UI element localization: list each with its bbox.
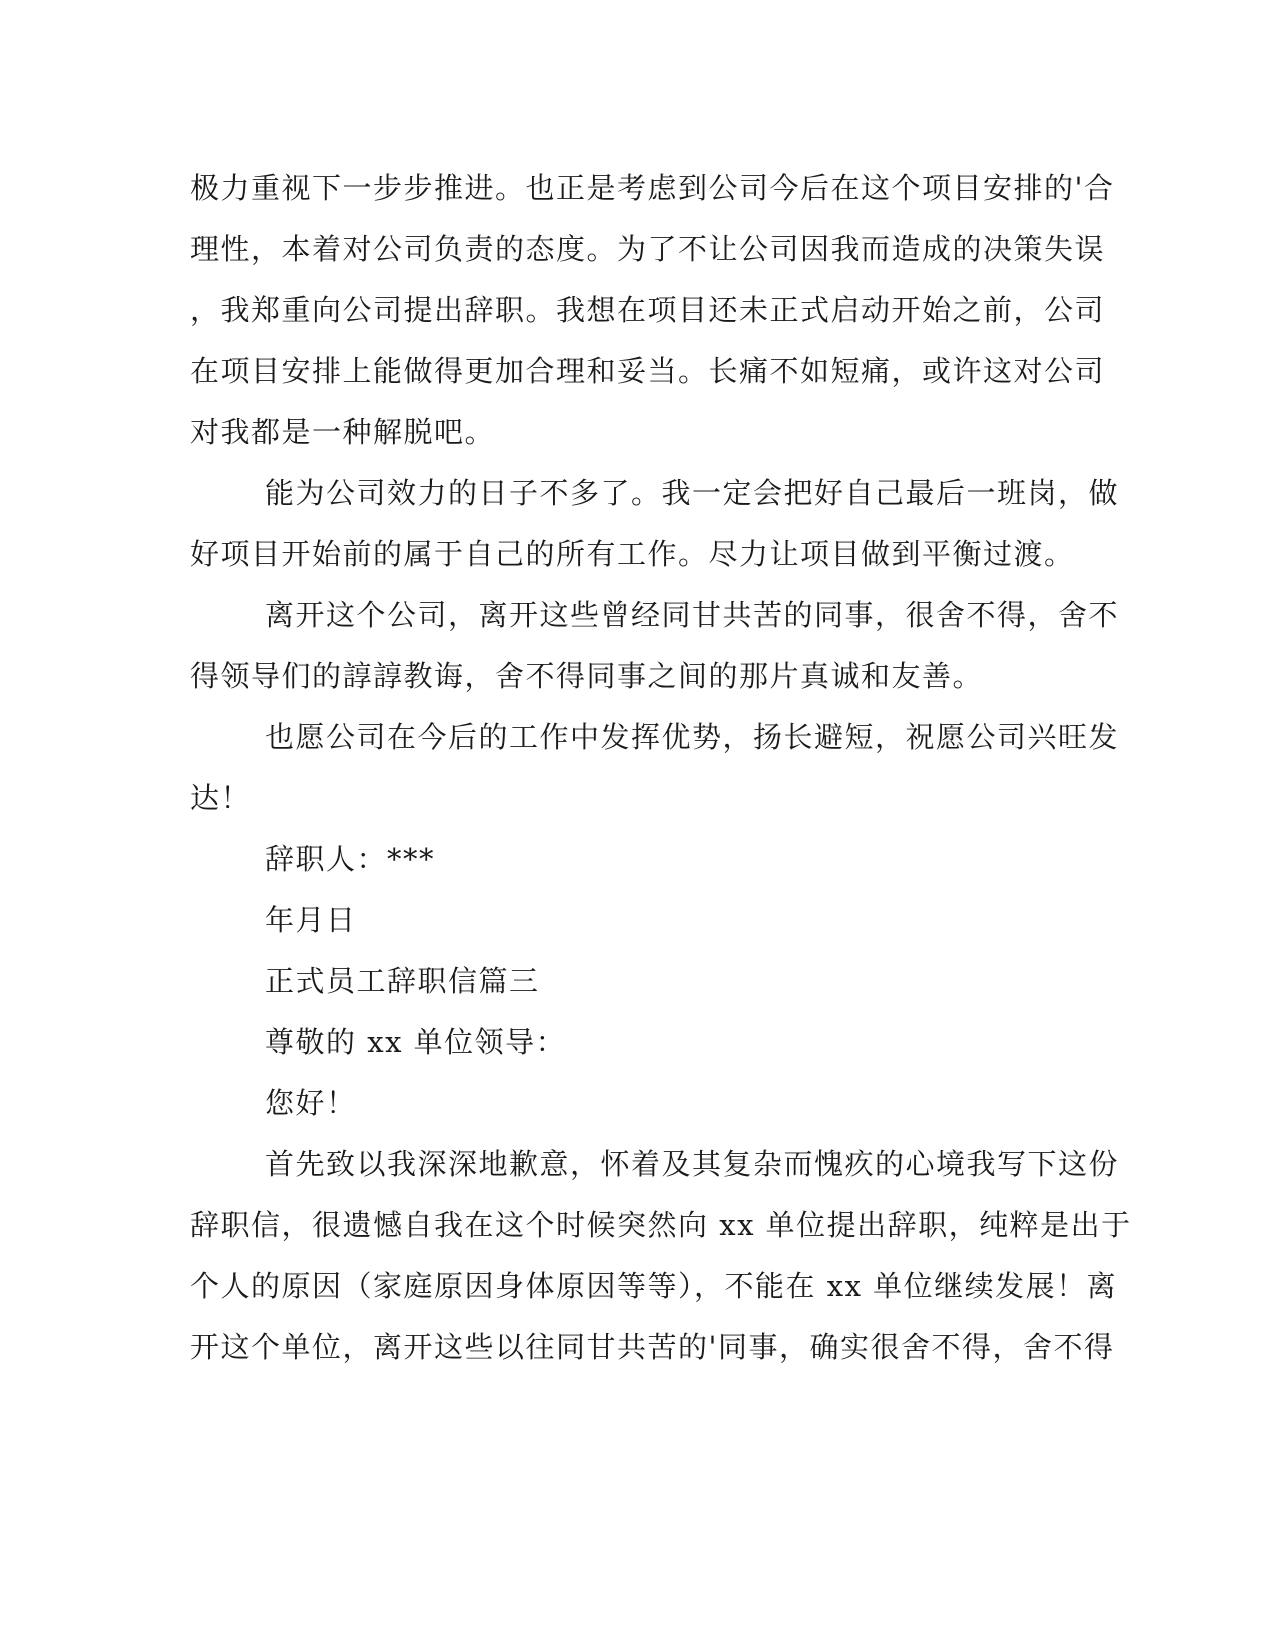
text-line: 达！: [190, 781, 252, 815]
text-line: 个人的原因（家庭原因身体原因等等），不能在 xx 单位继续发展！离: [190, 1269, 1118, 1303]
text-line: 辞职信，很遗憾自我在这个时候突然向 xx 单位提出辞职，纯粹是出于: [190, 1208, 1132, 1242]
text-line: 辞职人：***: [265, 842, 436, 876]
text-line: 首先致以我深深地歉意，怀着及其复杂而愧疚的心境我写下这份: [265, 1147, 1120, 1181]
text-line: 得领导们的諄諄教诲，舍不得同事之间的那片真诚和友善。: [190, 659, 984, 693]
text-line: 正式员工辞职信篇三: [265, 964, 540, 998]
text-line: 您好！: [265, 1086, 357, 1120]
text-line: 在项目安排上能做得更加合理和妥当。长痛不如短痛，或许这对公司: [190, 354, 1106, 388]
text-line: 离开这个公司，离开这些曾经同甘共苦的同事，很舍不得，舍不: [265, 598, 1120, 632]
text-line: ，我郑重向公司提出辞职。我想在项目还未正式启动开始之前，公司: [190, 293, 1106, 327]
text-line: 理性，本着对公司负责的态度。为了不让公司因我而造成的决策失误: [190, 232, 1106, 266]
text-line: 好项目开始前的属于自己的所有工作。尽力让项目做到平衡过渡。: [190, 537, 1075, 571]
text-line: 能为公司效力的日子不多了。我一定会把好自己最后一班岗，做: [265, 476, 1120, 510]
text-line: 极力重视下一步步推进。也正是考虑到公司今后在这个项目安排的'合: [190, 171, 1115, 205]
text-line: 尊敬的 xx 单位领导：: [265, 1025, 567, 1059]
text-line: 开这个单位，离开这些以往同甘共苦的'同事，确实很舍不得，舍不得: [190, 1330, 1115, 1364]
text-line: 对我都是一种解脱吧。: [190, 415, 496, 449]
text-line: 年月日: [265, 903, 357, 937]
text-line: 也愿公司在今后的工作中发挥优势，扬长避短，祝愿公司兴旺发: [265, 720, 1120, 754]
document-body: [190, 158, 1132, 1378]
